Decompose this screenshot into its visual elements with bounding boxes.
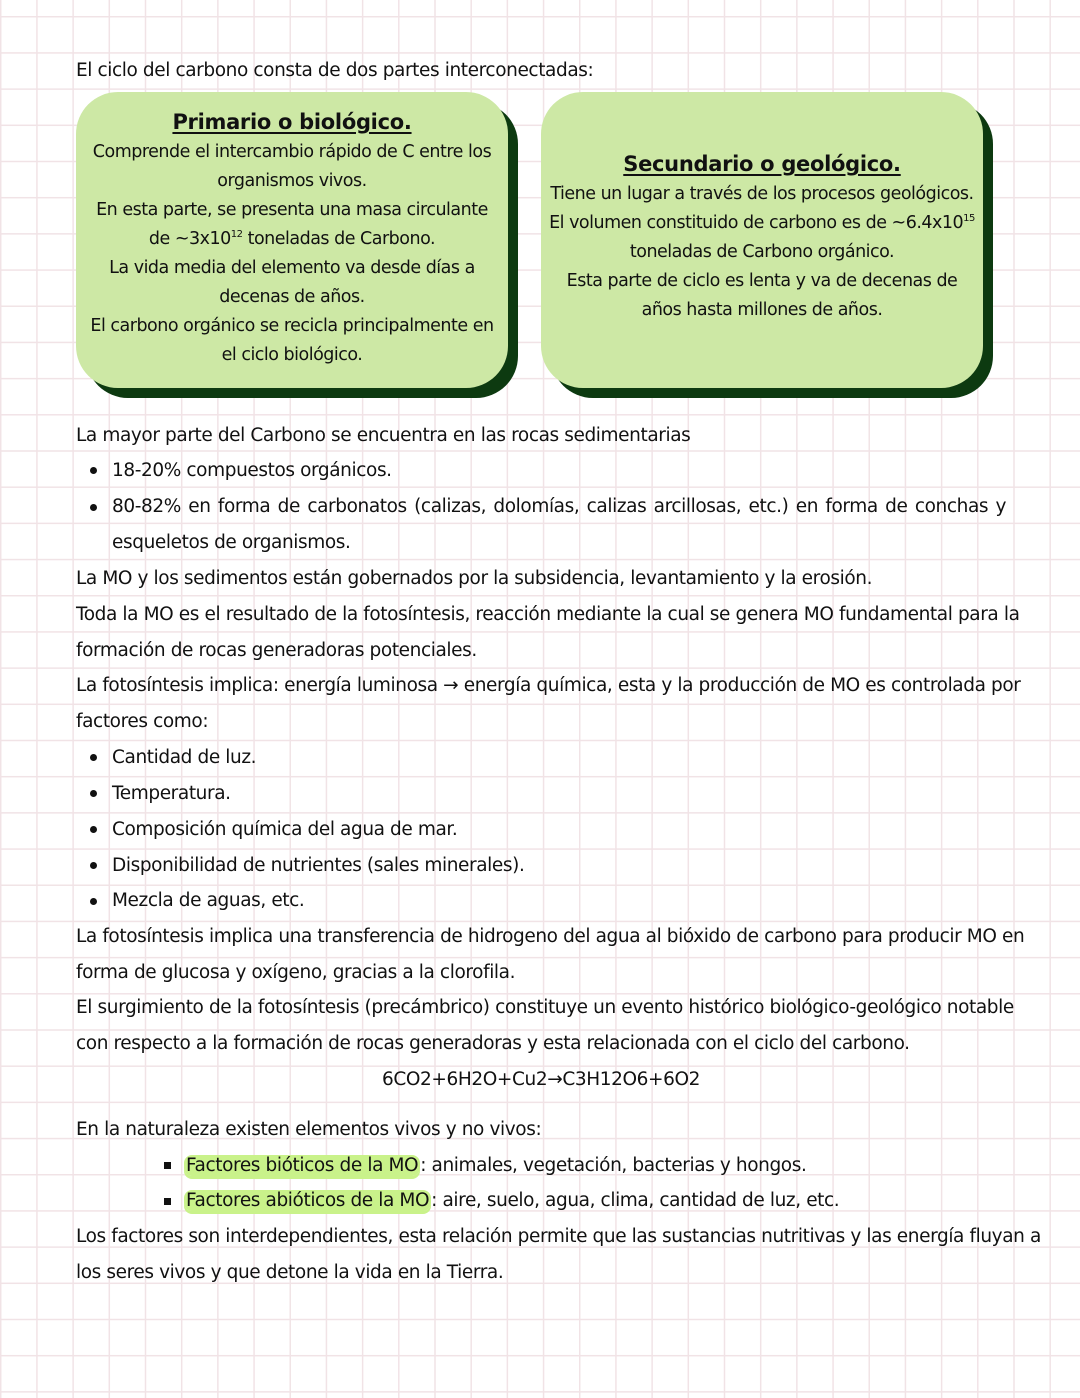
paragraph-precambrian-l2: con respecto a la formación de rocas generadoras y esta relacionada con el ciclo del carbono. [76, 1033, 910, 1054]
secondary-cycle-card [541, 92, 983, 388]
primary-line-1: Comprende el intercambio rápido de C entre los [92, 142, 492, 162]
secondary-line-3: toneladas de Carbono orgánico. [629, 242, 895, 262]
intro-text: El ciclo del carbono consta de dos partes interconectadas: [76, 60, 594, 81]
bullet-dot-icon [90, 826, 97, 833]
paragraph-mo-origin-l1: Toda la MO es el resultado de la fotosíntesis, reacción mediante la cual se genera MO fundamental para la [76, 604, 1020, 625]
paragraph-photosynthesis-l2: factores como: [76, 711, 209, 732]
biotic-factors-desc: : animales, vegetación, bacterias y hongos. [420, 1155, 807, 1176]
primary-line-8: el ciclo biológico. [221, 345, 363, 365]
bullet-dot-icon [90, 754, 97, 761]
primary-cycle-body [90, 138, 493, 370]
factor-item-1: Cantidad de luz. [112, 747, 257, 768]
bullet-dot-icon [90, 898, 97, 905]
primary-line-4 [90, 225, 493, 254]
paragraph-hydrogen-l2: forma de glucosa y oxígeno, gracias a la clorofila. [76, 962, 516, 983]
bullet-square-icon [164, 1162, 171, 1169]
sediment-bullet-2: 80-82% en forma de carbonatos (calizas, dolomías, calizas arcillosas, etc.) en forma de conchas y [112, 496, 1006, 517]
bullet-dot-icon [90, 790, 97, 797]
secondary-line-1: Tiene un lugar a través de los procesos geológicos. [550, 184, 974, 204]
bullet-square-icon [164, 1198, 171, 1205]
abiotic-factors-desc: : aire, suelo, agua, clima, cantidad de luz, etc. [431, 1190, 840, 1211]
secondary-line-4: Esta parte de ciclo es lenta y va de decenas de [566, 271, 958, 291]
abiotic-factors-term: Factores abióticos de la MO [186, 1190, 430, 1211]
secondary-cycle-title: Secundario o geológico. [623, 152, 901, 176]
secondary-volume-exponent: 15 [963, 213, 975, 224]
factor-item-5: Mezcla de aguas, etc. [112, 890, 305, 911]
biotic-factors-term: Factores bióticos de la MO [186, 1155, 419, 1176]
primary-line-2: organismos vivos. [217, 171, 367, 191]
paragraph-hydrogen-l1: La fotosíntesis implica una transferencia de hidrogeno del agua al bióxido de carbono para producir MO en [76, 926, 1025, 947]
sediment-bullet-1: 18-20% compuestos orgánicos. [112, 460, 392, 481]
primary-line-5: La vida media del elemento va desde días a [109, 258, 475, 278]
factor-item-2: Temperatura. [112, 783, 231, 804]
bullet-dot-icon [90, 862, 97, 869]
bullet-dot-icon [90, 467, 97, 474]
chemical-equation: 6CO2+6H2O+Cu2→C3H12O6+6O2 [381, 1069, 701, 1090]
paragraph-photosynthesis-l1: La fotosíntesis implica: energía luminosa → energía química, esta y la producción de MO es controlada por [76, 675, 1021, 696]
sediments-heading: La mayor parte del Carbono se encuentra en las rocas sedimentarias [76, 425, 691, 446]
primary-mass-value: de ~3x10 [148, 229, 231, 249]
primary-line-7: El carbono orgánico se recicla principalmente en [90, 316, 494, 336]
primary-mass-unit: toneladas de Carbono. [242, 229, 436, 249]
primary-cycle-title: Primario o biológico. [172, 110, 412, 134]
factor-item-4: Disponibilidad de nutrientes (sales minerales). [112, 855, 525, 876]
biotic-factors-item [184, 1153, 806, 1179]
primary-line-3: En esta parte, se presenta una masa circulante [96, 200, 488, 220]
closing-paragraph-l1: Los factores son interdependientes, esta relación permite que las sustancias nutritivas y las energía fluyan a [76, 1226, 1041, 1247]
secondary-volume-value: El volumen constituido de carbono es de ~6.4x10 [549, 213, 964, 233]
bullet-dot-icon [90, 504, 97, 511]
factor-item-3: Composición química del agua de mar. [112, 819, 458, 840]
primary-cycle-card [76, 92, 508, 388]
secondary-line-5: años hasta millones de años. [641, 300, 883, 320]
paragraph-mo-sediments: La MO y los sedimentos están gobernados por la subsidencia, levantamiento y la erosión. [76, 568, 873, 589]
paragraph-mo-origin-l2: formación de rocas generadoras potenciales. [76, 640, 477, 661]
abiotic-factors-item [184, 1188, 839, 1214]
primary-line-6: decenas de años. [219, 287, 365, 307]
paragraph-precambrian-l1: El surgimiento de la fotosíntesis (precámbrico) constituye un evento histórico biológico-geológico notable [76, 997, 1014, 1018]
closing-paragraph-l2: los seres vivos y que detone la vida en la Tierra. [76, 1262, 504, 1283]
secondary-cycle-body [549, 180, 975, 325]
sediment-bullet-2-cont: esqueletos de organismos. [112, 532, 351, 553]
primary-mass-exponent: 12 [230, 229, 243, 240]
secondary-line-2 [549, 209, 975, 238]
nature-intro: En la naturaleza existen elementos vivos y no vivos: [76, 1119, 542, 1140]
